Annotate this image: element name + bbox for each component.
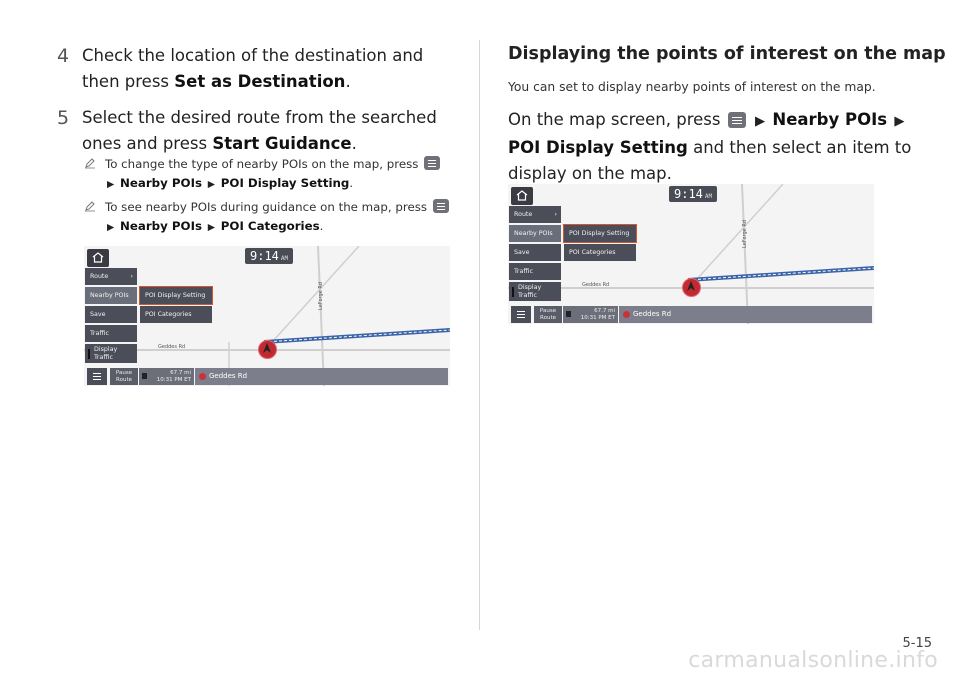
finish-flag-icon: [142, 373, 147, 379]
column-divider: [479, 40, 480, 630]
poi-display-setting-item[interactable]: POI Display Setting: [564, 225, 636, 242]
nav-screen-left: [84, 246, 450, 386]
menu-icon: [728, 112, 746, 128]
section-body: On the map screen, press ▶ Nearby POIs ▶ POI Display Setting and then select an item to display on the map.: [508, 110, 912, 183]
map-roads: [84, 246, 450, 386]
poi-categories-item[interactable]: POI Categories: [564, 244, 636, 261]
guidance-bar: [87, 368, 448, 385]
menu-display-traffic[interactable]: Display Traffic: [85, 344, 137, 363]
destination-pin-icon: [199, 373, 206, 380]
destination-panel[interactable]: Geddes Rd: [195, 368, 448, 385]
section-subtitle: You can set to display nearby points of interest on the map.: [508, 80, 876, 94]
home-button[interactable]: [87, 249, 109, 267]
guidance-bar: [511, 306, 872, 323]
menu-route[interactable]: Route ›: [509, 206, 561, 223]
pause-route-button[interactable]: Pause Route: [534, 306, 562, 323]
destination-pin-icon: [623, 311, 630, 318]
road-label: Geddes Rd: [582, 282, 610, 288]
menu-icon: [433, 199, 449, 213]
note-poi-type: To change the type of nearby POIs on the map, press ▶ Nearby POIs ▶ POI Display Setting.: [86, 155, 462, 194]
vehicle-position: [258, 340, 277, 359]
destination-panel[interactable]: Geddes Rd: [619, 306, 872, 323]
vehicle-position: [682, 278, 701, 297]
menu-save[interactable]: Save: [85, 306, 137, 323]
set-as-destination-label: Set as Destination: [174, 72, 346, 91]
step-number: 4: [57, 45, 70, 67]
vehicle-arrow-icon: [686, 281, 696, 292]
menu-icon: [424, 156, 440, 170]
watermark: carmanualsonline.info: [688, 648, 938, 673]
map-menu-button[interactable]: [87, 368, 107, 385]
menu-display-traffic[interactable]: Display Traffic: [509, 282, 561, 301]
road-label: Geddes Rd: [158, 344, 186, 350]
home-icon: [92, 252, 104, 263]
pencil-note-icon: [84, 157, 96, 169]
poi-display-setting-item[interactable]: POI Display Setting: [140, 287, 212, 304]
clock: 9:14 AM: [669, 186, 717, 202]
step-number: 5: [57, 107, 70, 129]
page-number: 5-15: [902, 636, 932, 651]
finish-flag-icon: [566, 311, 571, 317]
pencil-note-icon: [84, 200, 96, 212]
eta-panel: 67.7 mi 10:31 PM ET: [139, 368, 194, 385]
map-roads: [508, 184, 874, 324]
poi-categories-item[interactable]: POI Categories: [140, 306, 212, 323]
menu-traffic[interactable]: Traffic: [85, 325, 137, 342]
section-title: Displaying the points of interest on the map: [508, 44, 946, 64]
road-label: LeForge Rd: [742, 220, 748, 248]
menu-nearby-pois[interactable]: Nearby POIs: [509, 225, 561, 242]
side-menu: [509, 206, 561, 303]
clock: 9:14 AM: [245, 248, 293, 264]
poi-submenu: [564, 225, 636, 263]
map-menu-button[interactable]: [511, 306, 531, 323]
pause-route-button[interactable]: Pause Route: [110, 368, 138, 385]
side-menu: [85, 268, 137, 365]
menu-route[interactable]: Route ›: [85, 268, 137, 285]
nav-screen-right: [508, 184, 874, 324]
road-label: LeForge Rd: [318, 282, 324, 310]
poi-submenu: [140, 287, 212, 325]
step-4: 4 Check the location of the destination and then press Set as Destination.: [57, 45, 424, 91]
home-button[interactable]: [511, 187, 533, 205]
menu-nearby-pois[interactable]: Nearby POIs: [85, 287, 137, 304]
menu-save[interactable]: Save: [509, 244, 561, 261]
step-5: 5 Select the desired route from the searched ones and press Start Guidance.: [57, 107, 437, 153]
start-guidance-label: Start Guidance: [212, 134, 352, 153]
note-poi-categories: To see nearby POIs during guidance on the map, press ▶ Nearby POIs ▶ POI Categories.: [86, 198, 462, 237]
eta-panel: 67.7 mi 10:31 PM ET: [563, 306, 618, 323]
vehicle-arrow-icon: [262, 343, 272, 354]
home-icon: [516, 190, 528, 201]
menu-traffic[interactable]: Traffic: [509, 263, 561, 280]
